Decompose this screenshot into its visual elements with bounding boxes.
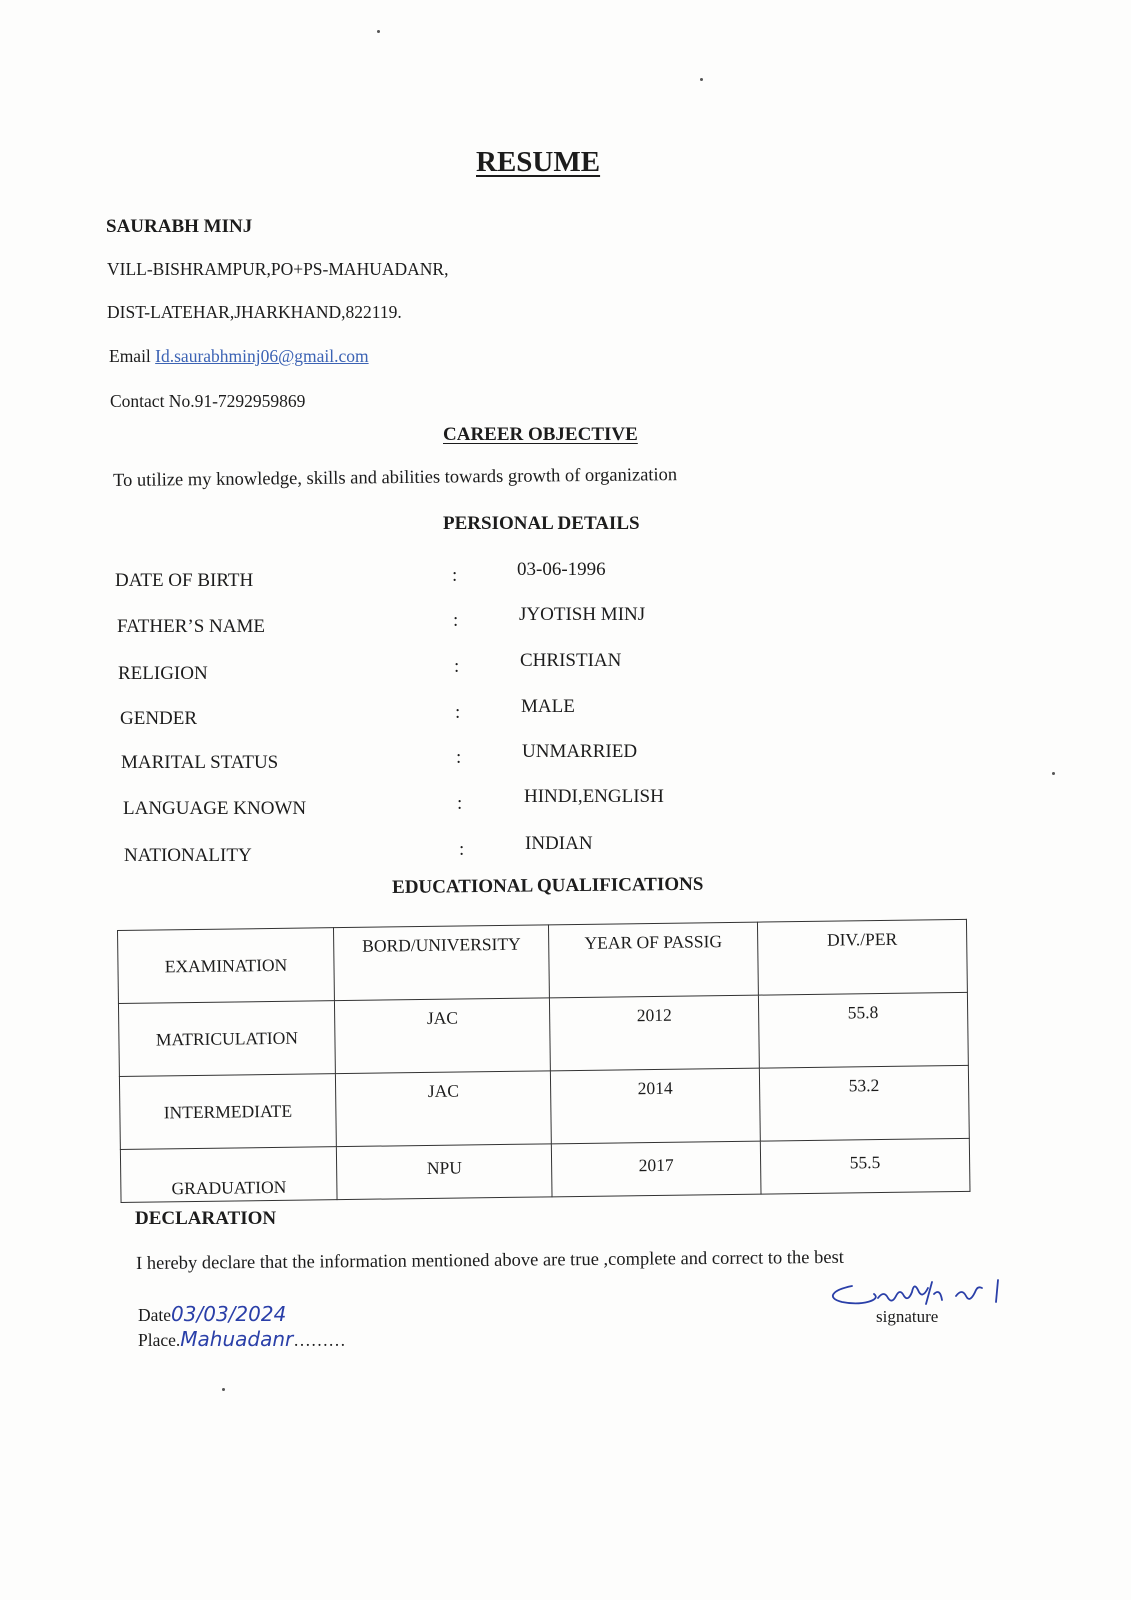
cell-year: 2014: [551, 1068, 760, 1144]
scan-speck: [222, 1388, 225, 1391]
cell-board: JAC: [335, 1071, 551, 1147]
detail-value: MALE: [521, 696, 575, 717]
detail-value: UNMARRIED: [522, 741, 638, 762]
place-handwritten: Mahuadanr: [180, 1327, 294, 1351]
contact-number: Contact No.91-7292959869: [110, 391, 306, 411]
detail-label: LANGUAGE KNOWN: [123, 798, 307, 819]
scan-speck: [700, 78, 703, 81]
detail-label: GENDER: [120, 708, 198, 729]
place-dots: ………: [293, 1330, 346, 1350]
detail-colon: :: [456, 747, 462, 768]
scan-speck: [1052, 772, 1055, 775]
scan-speck: [377, 30, 380, 33]
detail-value: INDIAN: [525, 833, 593, 854]
cell-board: NPU: [336, 1144, 552, 1200]
education-heading: EDUCATIONAL QUALIFICATIONS: [392, 873, 704, 898]
detail-value: CHRISTIAN: [520, 650, 622, 671]
detail-colon: :: [457, 793, 463, 814]
career-objective-heading: CAREER OBJECTIVE: [443, 424, 638, 445]
cell-percent: 55.5: [760, 1138, 970, 1194]
cell-year: 2012: [550, 995, 759, 1071]
resume-title: RESUME: [476, 146, 601, 178]
detail-label: MARITAL STATUS: [121, 752, 279, 773]
cell-examination: INTERMEDIATE: [119, 1074, 336, 1150]
detail-colon: :: [454, 656, 460, 677]
detail-label: DATE OF BIRTH: [115, 570, 254, 591]
declaration-text: I hereby declare that the information mentioned above are true ,complete and correct to the best: [136, 1247, 844, 1274]
detail-value: 03-06-1996: [517, 559, 606, 580]
date-label: Date: [138, 1305, 172, 1325]
table-row: [120, 1138, 970, 1202]
cell-year: 2017: [552, 1141, 761, 1197]
cell-examination: GRADUATION: [120, 1147, 337, 1203]
table-row: [118, 992, 968, 1076]
detail-colon: :: [452, 565, 458, 586]
detail-label: RELIGION: [118, 663, 208, 684]
email-label: Email: [109, 346, 151, 366]
header-examination: EXAMINATION: [118, 928, 335, 1004]
detail-colon: :: [455, 702, 461, 723]
cell-examination: MATRICULATION: [118, 1001, 335, 1077]
address-line-1: VILL-BISHRAMPUR,PO+PS-MAHUADANR,: [107, 259, 449, 279]
address-line-2: DIST-LATEHAR,JHARKHAND,822119.: [107, 302, 402, 322]
cell-board: JAC: [335, 998, 551, 1074]
place-line: [138, 1327, 346, 1351]
detail-value: HINDI,ENGLISH: [524, 786, 664, 807]
table-header-row: [118, 919, 968, 1003]
signature-label: signature: [876, 1307, 939, 1326]
cell-percent: 53.2: [759, 1065, 969, 1141]
header-division-percent: DIV./PER: [757, 919, 967, 995]
cell-percent: 55.8: [758, 992, 968, 1068]
date-line: [138, 1302, 286, 1326]
personal-details-heading: PERSIONAL DETAILS: [443, 513, 640, 534]
detail-value: JYOTISH MINJ: [519, 604, 646, 625]
detail-label: NATIONALITY: [124, 845, 252, 866]
place-label: Place.: [138, 1330, 181, 1350]
career-objective-text: To utilize my knowledge, skills and abilities towards growth of organization: [113, 465, 678, 491]
education-table: [117, 919, 971, 1203]
header-year-of-passing: YEAR OF PASSIG: [549, 922, 758, 998]
email-link[interactable]: Id.saurabhminj06@gmail.com: [155, 346, 369, 366]
date-handwritten: 03/03/2024: [171, 1302, 287, 1326]
header-board-university: BORD/UNIVERSITY: [334, 925, 550, 1001]
declaration-heading: DECLARATION: [135, 1208, 277, 1229]
applicant-name: SAURABH MINJ: [106, 216, 253, 237]
detail-colon: :: [453, 610, 459, 631]
detail-label: FATHER’S NAME: [117, 616, 265, 637]
email-line: [109, 346, 369, 367]
table-row: [119, 1065, 969, 1149]
detail-colon: :: [459, 839, 465, 860]
